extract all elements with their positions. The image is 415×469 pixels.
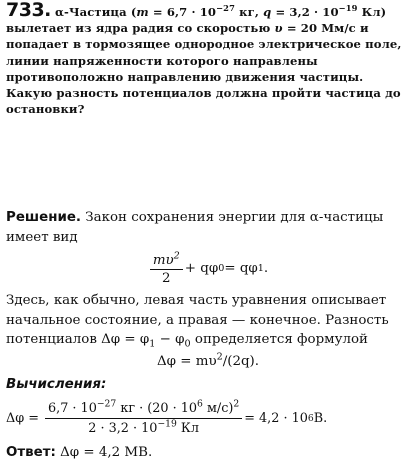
eq-text: /(2q).	[222, 353, 260, 369]
eq-text: mυ	[152, 252, 174, 268]
subscript: 0	[184, 338, 191, 350]
fraction	[150, 252, 183, 287]
solution-text: определяется формулой	[190, 332, 368, 347]
exponent: 2	[216, 351, 223, 363]
eq-text: кг · (20 · 10	[116, 401, 198, 416]
energy-equation: $\frac{m\upsilon^2}{2}$ + qφ 0 = qφ 1 .	[6, 247, 410, 291]
fraction	[45, 399, 242, 438]
exponent: 2	[173, 250, 180, 262]
calculation-equation: Δφ = $\frac{6,7 \cdot 10^{-27} кг \cdot (20 \cdot 10^6 м/с)^2}{2 \cdot 3,2 \cdot 10^{-19} Кл}$ = 4,2 · 10 6 В.	[6, 398, 328, 436]
eq-text: 2 · 3,2 · 10	[88, 421, 158, 436]
answer-text: Δφ = 4,2 МВ.	[55, 444, 153, 460]
solution-intro	[6, 208, 410, 247]
problem-number: 733.	[6, 0, 51, 21]
problem-text: кг,	[235, 5, 264, 19]
solution-lead: Решение.	[6, 210, 82, 225]
fraction-numerator	[45, 399, 242, 419]
problem-text: m	[136, 5, 149, 19]
problem-statement	[6, 2, 410, 117]
problem-text: Кл) вылетает из ядра радия со скоростью	[6, 5, 387, 36]
exponent: −19	[157, 418, 177, 430]
exponent: −19	[338, 3, 358, 14]
fraction-denominator	[85, 419, 202, 438]
solution-text: Здесь, как обычно, левая часть уравнения описывает начальное состояние, а правая — конечное. Разность потенциалов Δφ = φ	[6, 293, 389, 347]
problem-text: q	[263, 5, 272, 19]
problem-text: = 3,2 · 10	[271, 5, 339, 19]
problem-text: α-Частица (	[55, 5, 137, 19]
exponent: 6	[197, 398, 203, 410]
answer-lead: Ответ:	[6, 444, 56, 460]
problem-text: = 6,7 · 10	[148, 5, 217, 19]
exponent: −27	[216, 3, 235, 14]
subscript: 1	[149, 338, 156, 350]
eq-text: = 4,2 · 10	[244, 410, 308, 426]
eq-text: м/с)	[202, 401, 234, 416]
eq-text: Δφ =	[6, 410, 39, 426]
eq-text: Δφ = mυ	[156, 353, 217, 369]
problem-text: = 20 Мм/с и попадает в тормозящее однородное электрическое поле, линии напряженности которого направлены противоположно направлению движения частицы. Какую разность потенциалов должна пройти частица до остановки?	[6, 21, 402, 117]
eq-text: + qφ	[184, 261, 219, 277]
fraction-numerator	[150, 252, 183, 270]
solution-paragraph	[6, 291, 410, 350]
fraction-denominator: 2	[162, 270, 171, 286]
eq-text: В.	[313, 410, 328, 426]
solution-text: − φ	[155, 332, 185, 347]
eq-text: .	[263, 261, 269, 277]
eq-text: 6,7 · 10	[48, 401, 97, 416]
solution-text: Закон сохранения энергии для α-частицы имеет вид	[6, 210, 384, 245]
calculations-label: Вычисления:	[6, 377, 107, 392]
exponent: 2	[233, 398, 240, 410]
exponent: −27	[96, 398, 117, 410]
eq-text: = qφ	[224, 261, 258, 277]
answer	[6, 443, 410, 463]
problem-text: υ	[274, 21, 283, 36]
solution	[6, 208, 410, 462]
eq-text: Кл	[176, 421, 199, 436]
potential-formula	[6, 352, 410, 372]
